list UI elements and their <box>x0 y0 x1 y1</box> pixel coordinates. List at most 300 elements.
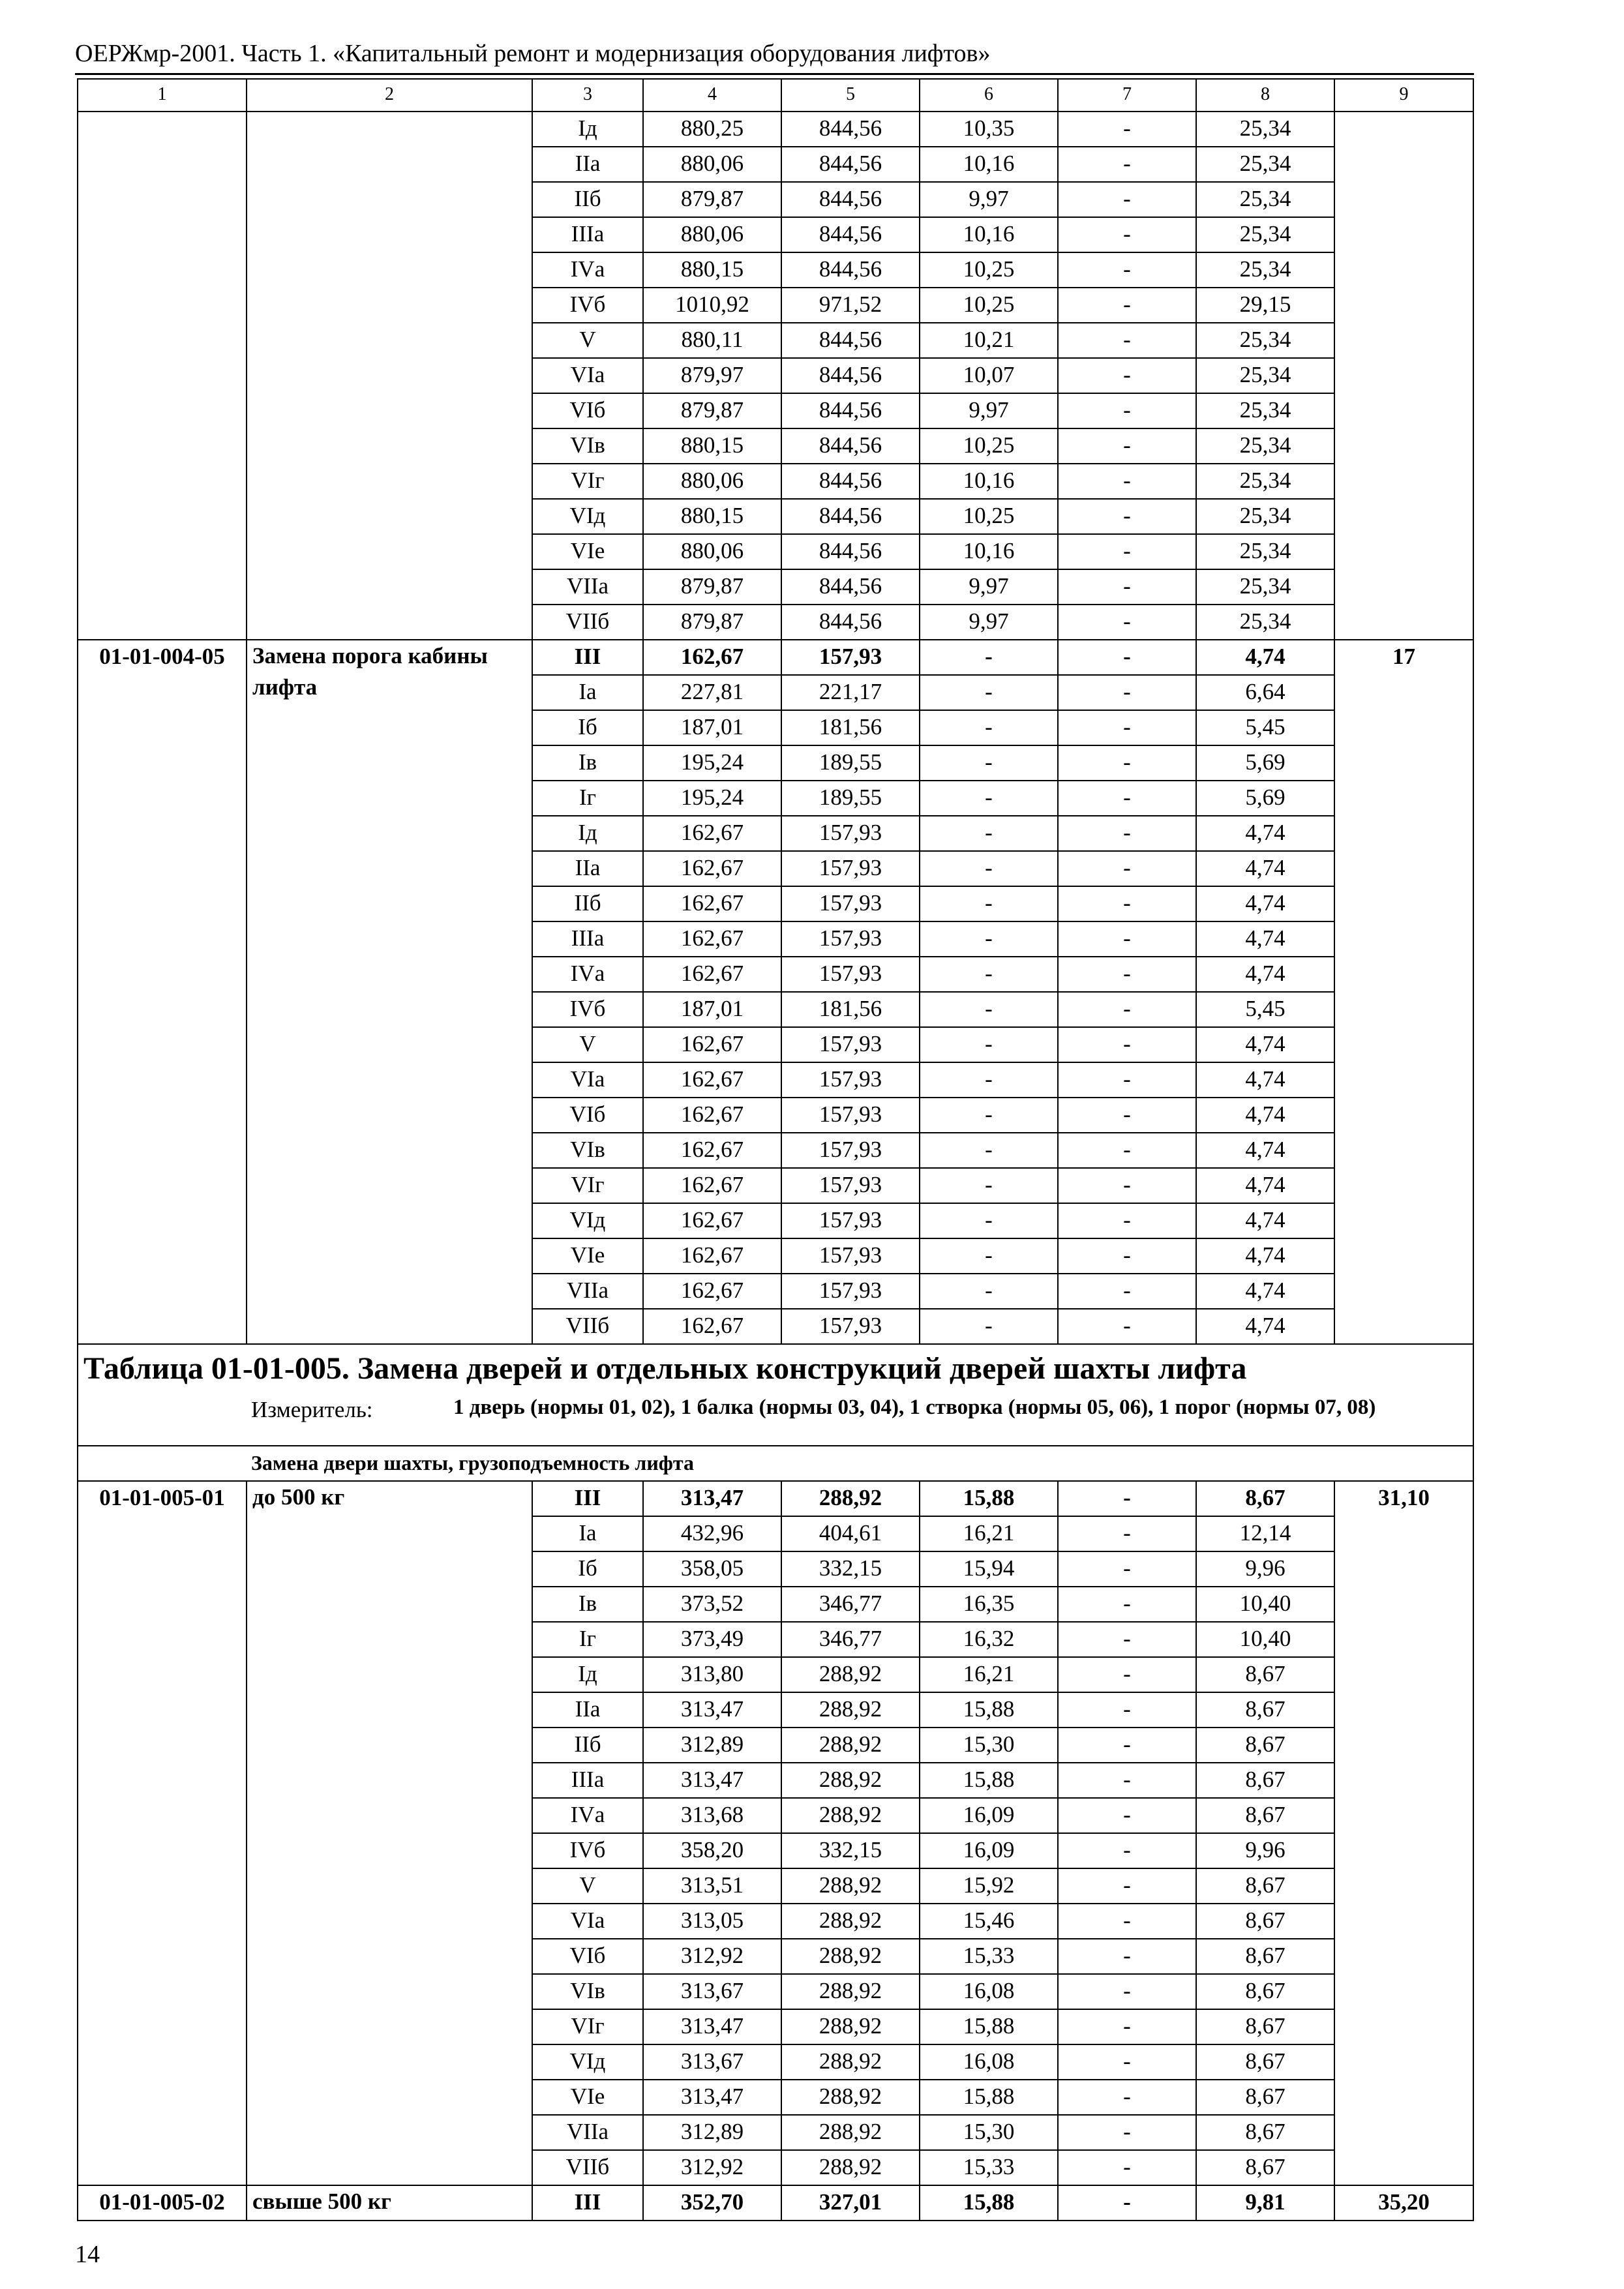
table-cell: 312,89 <box>643 1728 781 1763</box>
table-cell: 16,08 <box>920 1974 1058 2009</box>
table-cell: 10,16 <box>920 464 1058 499</box>
table-cell: - <box>1058 886 1196 921</box>
table-cell: 15,33 <box>920 2150 1058 2185</box>
table-cell: IIб <box>532 886 643 921</box>
table-cell: III <box>532 640 643 675</box>
table-cell: - <box>1058 1974 1196 2009</box>
table-cell: 844,56 <box>781 569 920 605</box>
table-cell: - <box>1058 464 1196 499</box>
table-cell: 288,92 <box>781 2150 920 2185</box>
table-cell: 288,92 <box>781 1763 920 1798</box>
table-cell: 432,96 <box>643 1516 781 1551</box>
meter-label: Измеритель: <box>251 1397 373 1422</box>
table-cell: Iв <box>532 745 643 781</box>
table-cell: V <box>532 1868 643 1904</box>
table-cell: 157,93 <box>781 1133 920 1168</box>
table-cell: 162,67 <box>643 640 781 675</box>
table-cell: 8,67 <box>1196 2080 1334 2115</box>
table-cell: VIе <box>532 1238 643 1274</box>
table-cell: 288,92 <box>781 2080 920 2115</box>
page-header: ОЕРЖмр-2001. Часть 1. «Капитальный ремонт и модернизация оборудования лифтов» <box>75 40 991 67</box>
table-cell: 25,34 <box>1196 569 1334 605</box>
table-cell: 313,47 <box>643 1692 781 1728</box>
table-cell: 15,88 <box>920 1692 1058 1728</box>
table-cell: 25,34 <box>1196 428 1334 464</box>
table-cell: - <box>1058 358 1196 393</box>
rate-name: свыше 500 кг <box>247 2185 532 2221</box>
table-cell: Iд <box>532 112 643 147</box>
table-cell: 187,01 <box>643 992 781 1027</box>
table-cell: 288,92 <box>781 1728 920 1763</box>
table-cell: - <box>1058 1904 1196 1939</box>
table-cell: 4,74 <box>1196 1309 1334 1344</box>
table-cell: IIIа <box>532 217 643 252</box>
table-cell: 879,87 <box>643 182 781 217</box>
table-cell: 358,05 <box>643 1551 781 1587</box>
table-cell: - <box>920 710 1058 745</box>
meter-value: 1 дверь (нормы 01, 02), 1 балка (нормы 03, 04), 1 створка (нормы 05, 06), 1 порог (нормы 07, 08) <box>453 1396 1376 1419</box>
table-cell: 25,34 <box>1196 464 1334 499</box>
group-heading: Замена двери шахты, грузоподъемность лифта <box>78 1446 1473 1481</box>
table-cell: - <box>1058 1692 1196 1728</box>
table-cell: 10,40 <box>1196 1622 1334 1657</box>
rates-table <box>77 78 1474 2221</box>
table-cell: 15,88 <box>920 1763 1058 1798</box>
table-cell: 844,56 <box>781 393 920 428</box>
table-cell: 157,93 <box>781 1309 920 1344</box>
table-cell: 157,93 <box>781 640 920 675</box>
table-cell: 162,67 <box>643 921 781 957</box>
column-number: 3 <box>532 79 643 112</box>
table-cell: 16,09 <box>920 1833 1058 1868</box>
table-cell: - <box>920 816 1058 851</box>
table-cell: VIг <box>532 1168 643 1203</box>
table-cell: - <box>1058 1833 1196 1868</box>
table-cell: 4,74 <box>1196 851 1334 886</box>
table-cell: VIIб <box>532 2150 643 2185</box>
table-cell: - <box>1058 1062 1196 1098</box>
table-cell: VIг <box>532 2009 643 2044</box>
table-cell: 4,74 <box>1196 640 1334 675</box>
table-cell: 9,97 <box>920 569 1058 605</box>
table-cell: 15,88 <box>920 2080 1058 2115</box>
table-cell: 25,34 <box>1196 182 1334 217</box>
table-cell: IVб <box>532 992 643 1027</box>
table-cell: - <box>1058 710 1196 745</box>
table-cell: - <box>1058 2115 1196 2150</box>
table-cell: - <box>1058 147 1196 182</box>
table-cell: VIIа <box>532 2115 643 2150</box>
table-cell: - <box>1058 393 1196 428</box>
table-cell: 8,67 <box>1196 2009 1334 2044</box>
table-cell: 4,74 <box>1196 886 1334 921</box>
table-cell: 4,74 <box>1196 1062 1334 1098</box>
table-cell: 4,74 <box>1196 921 1334 957</box>
table-cell: 844,56 <box>781 147 920 182</box>
table-cell: - <box>1058 182 1196 217</box>
table-cell: 9,97 <box>920 393 1058 428</box>
table-cell: Iа <box>532 1516 643 1551</box>
table-cell: 12,14 <box>1196 1516 1334 1551</box>
table-cell: - <box>1058 569 1196 605</box>
table-cell: 8,67 <box>1196 1974 1334 2009</box>
table-cell: Iг <box>532 781 643 816</box>
table-cell: 29,15 <box>1196 288 1334 323</box>
table-cell: - <box>920 1168 1058 1203</box>
table-row <box>78 2185 1473 2221</box>
table-cell: - <box>1058 323 1196 358</box>
table-cell: 157,93 <box>781 816 920 851</box>
table-cell: 157,93 <box>781 1238 920 1274</box>
table-cell: 373,49 <box>643 1622 781 1657</box>
table-cell: 332,15 <box>781 1551 920 1587</box>
table-cell: 10,40 <box>1196 1587 1334 1622</box>
table-cell: 16,08 <box>920 2044 1058 2080</box>
table-cell: IVа <box>532 252 643 288</box>
table-cell: 4,74 <box>1196 1133 1334 1168</box>
table-cell: 9,96 <box>1196 1833 1334 1868</box>
table-cell: 25,34 <box>1196 499 1334 534</box>
table-cell: 9,81 <box>1196 2185 1334 2221</box>
table-cell: 162,67 <box>643 1274 781 1309</box>
table-cell: - <box>920 745 1058 781</box>
column-number: 5 <box>781 79 920 112</box>
table-cell: 8,67 <box>1196 1939 1334 1974</box>
table-cell: VIIа <box>532 569 643 605</box>
table-cell: 288,92 <box>781 1481 920 1516</box>
table-cell: - <box>1058 1027 1196 1062</box>
table-cell: 288,92 <box>781 1939 920 1974</box>
table-cell: 162,67 <box>643 886 781 921</box>
table-cell: 25,34 <box>1196 323 1334 358</box>
table-cell: - <box>1058 288 1196 323</box>
table-cell: 25,34 <box>1196 393 1334 428</box>
table-cell: 9,97 <box>920 182 1058 217</box>
table-cell: - <box>1058 1238 1196 1274</box>
table-cell: 157,93 <box>781 957 920 992</box>
table-cell: 312,92 <box>643 2150 781 2185</box>
table-cell: - <box>1058 1939 1196 1974</box>
table-cell: - <box>1058 112 1196 147</box>
table-cell: VIа <box>532 358 643 393</box>
table-cell: 4,74 <box>1196 1203 1334 1238</box>
table-cell: 15,88 <box>920 2009 1058 2044</box>
table-cell: - <box>1058 745 1196 781</box>
table-cell: 288,92 <box>781 2044 920 2080</box>
meter-row <box>78 1393 1473 1446</box>
table-cell: 313,47 <box>643 2080 781 2115</box>
table-cell: 288,92 <box>781 1657 920 1692</box>
table-cell: - <box>1058 1868 1196 1904</box>
table-cell: III <box>532 2185 643 2221</box>
table-cell: 162,67 <box>643 1062 781 1098</box>
table-cell: 313,05 <box>643 1904 781 1939</box>
rate-name: до 500 кг <box>247 1481 532 2185</box>
table-cell: 25,34 <box>1196 252 1334 288</box>
table-cell: 5,45 <box>1196 992 1334 1027</box>
table-cell: - <box>1058 1728 1196 1763</box>
column-number: 2 <box>247 79 532 112</box>
table-cell: 9,96 <box>1196 1551 1334 1587</box>
table-cell: VIа <box>532 1904 643 1939</box>
table-cell: 181,56 <box>781 992 920 1027</box>
table-cell: 25,34 <box>1196 147 1334 182</box>
column-number: 7 <box>1058 79 1196 112</box>
table-cell: IIа <box>532 147 643 182</box>
table-cell: 358,20 <box>643 1833 781 1868</box>
table-cell: 162,67 <box>643 1168 781 1203</box>
table-row <box>78 112 1473 147</box>
table-cell: - <box>1058 1098 1196 1133</box>
table-cell: 181,56 <box>781 710 920 745</box>
table-cell: 313,47 <box>643 2009 781 2044</box>
column-number: 6 <box>920 79 1058 112</box>
table-cell: 373,52 <box>643 1587 781 1622</box>
table-cell: 313,67 <box>643 1974 781 2009</box>
table-cell: 10,16 <box>920 217 1058 252</box>
rate-col9: 17 <box>1334 640 1473 1344</box>
table-cell: IIа <box>532 1692 643 1728</box>
table-cell: - <box>920 781 1058 816</box>
table-cell: 8,67 <box>1196 1692 1334 1728</box>
table-cell: 288,92 <box>781 2115 920 2150</box>
rate-code: 01-01-004-05 <box>78 640 247 1344</box>
table-cell: - <box>1058 1203 1196 1238</box>
table-cell: 8,67 <box>1196 1904 1334 1939</box>
table-cell: VIд <box>532 499 643 534</box>
table-cell: 332,15 <box>781 1833 920 1868</box>
table-cell: 10,16 <box>920 147 1058 182</box>
table-row <box>78 1481 1473 1516</box>
rate-code: 01-01-005-01 <box>78 1481 247 2185</box>
table-title-row <box>78 1344 1473 1393</box>
table-cell: - <box>1058 1657 1196 1692</box>
table-cell: 4,74 <box>1196 1027 1334 1062</box>
table-cell: 313,67 <box>643 2044 781 2080</box>
table-cell: 162,67 <box>643 1203 781 1238</box>
table-cell <box>247 112 532 640</box>
table-cell: IVа <box>532 1798 643 1833</box>
table-cell: 404,61 <box>781 1516 920 1551</box>
table-cell: 352,70 <box>643 2185 781 2221</box>
table-cell: Iд <box>532 1657 643 1692</box>
table-cell: 880,11 <box>643 323 781 358</box>
table-cell: 1010,92 <box>643 288 781 323</box>
table-cell: 880,06 <box>643 147 781 182</box>
table-cell: 16,21 <box>920 1516 1058 1551</box>
table-cell: Iа <box>532 675 643 710</box>
table-cell: 162,67 <box>643 816 781 851</box>
table-cell: 5,69 <box>1196 781 1334 816</box>
table-cell: 10,16 <box>920 534 1058 569</box>
table-cell: VIв <box>532 1974 643 2009</box>
table-cell: 15,88 <box>920 2185 1058 2221</box>
column-number: 8 <box>1196 79 1334 112</box>
page-number: 14 <box>75 2241 100 2268</box>
table-cell: 880,06 <box>643 217 781 252</box>
table-cell: - <box>1058 851 1196 886</box>
table-cell: 6,64 <box>1196 675 1334 710</box>
table-cell: 844,56 <box>781 217 920 252</box>
table-cell: 844,56 <box>781 112 920 147</box>
table-cell: - <box>1058 2185 1196 2221</box>
table-cell: 4,74 <box>1196 1238 1334 1274</box>
table-cell: 4,74 <box>1196 1168 1334 1203</box>
table-cell: 4,74 <box>1196 816 1334 851</box>
table-cell: 15,92 <box>920 1868 1058 1904</box>
table-cell: - <box>920 1274 1058 1309</box>
table-cell: VIб <box>532 393 643 428</box>
table-cell: 227,81 <box>643 675 781 710</box>
table-cell: 15,94 <box>920 1551 1058 1587</box>
table-cell: 25,34 <box>1196 217 1334 252</box>
table-cell: 844,56 <box>781 534 920 569</box>
table-cell: 157,93 <box>781 1098 920 1133</box>
table-cell: 162,67 <box>643 1098 781 1133</box>
table-cell: Iв <box>532 1587 643 1622</box>
table-cell: 195,24 <box>643 781 781 816</box>
table-cell: IIб <box>532 182 643 217</box>
table-cell: 162,67 <box>643 851 781 886</box>
table-cell: 8,67 <box>1196 1481 1334 1516</box>
table-cell: 162,67 <box>643 1309 781 1344</box>
table-cell: 157,93 <box>781 1168 920 1203</box>
table-cell: VIб <box>532 1939 643 1974</box>
table-cell: - <box>1058 1551 1196 1587</box>
table-cell: 189,55 <box>781 781 920 816</box>
table-cell: VIд <box>532 1203 643 1238</box>
table-cell: 8,67 <box>1196 2044 1334 2080</box>
table-cell: - <box>920 675 1058 710</box>
table-cell: 15,33 <box>920 1939 1058 1974</box>
table-cell: - <box>1058 640 1196 675</box>
table-cell: 4,74 <box>1196 1098 1334 1133</box>
table-cell: 313,47 <box>643 1481 781 1516</box>
table-cell: 157,93 <box>781 1027 920 1062</box>
table-cell: V <box>532 323 643 358</box>
rate-col9: 35,20 <box>1334 2185 1473 2221</box>
table-cell: - <box>920 1062 1058 1098</box>
meter-wrap <box>78 1393 1473 1424</box>
table-cell: 971,52 <box>781 288 920 323</box>
rate-code: 01-01-005-02 <box>78 2185 247 2221</box>
table-cell: 313,51 <box>643 1868 781 1904</box>
table-cell: 844,56 <box>781 464 920 499</box>
table-cell: 8,67 <box>1196 1868 1334 1904</box>
table-cell: 8,67 <box>1196 1657 1334 1692</box>
table-cell: 157,93 <box>781 1062 920 1098</box>
table-cell: 844,56 <box>781 428 920 464</box>
table-cell: IVб <box>532 1833 643 1868</box>
table-cell: - <box>1058 1133 1196 1168</box>
table-cell: VIIб <box>532 605 643 640</box>
table-cell: 162,67 <box>643 957 781 992</box>
table-cell: 10,35 <box>920 112 1058 147</box>
table-title: Таблица 01-01-005. Замена дверей и отдельных конструкций дверей шахты лифта <box>78 1344 1473 1393</box>
column-number: 1 <box>78 79 247 112</box>
table-cell: - <box>1058 1763 1196 1798</box>
table-cell: 8,67 <box>1196 2115 1334 2150</box>
table-cell: Iб <box>532 1551 643 1587</box>
table-cell: 844,56 <box>781 182 920 217</box>
table-cell: - <box>1058 1274 1196 1309</box>
table-cell: IIIа <box>532 921 643 957</box>
table-cell: VIIа <box>532 1274 643 1309</box>
table-cell: - <box>1058 2009 1196 2044</box>
table-cell: VIв <box>532 428 643 464</box>
table-cell: 16,09 <box>920 1798 1058 1833</box>
table-cell: - <box>920 992 1058 1027</box>
table-cell: VIа <box>532 1062 643 1098</box>
table-cell: 880,25 <box>643 112 781 147</box>
table-cell: VIIб <box>532 1309 643 1344</box>
table-cell: 312,92 <box>643 1939 781 1974</box>
table-cell: - <box>1058 428 1196 464</box>
table-cell <box>1334 112 1473 640</box>
table-cell: 879,87 <box>643 605 781 640</box>
table-cell: - <box>920 1203 1058 1238</box>
rate-col9: 31,10 <box>1334 1481 1473 2185</box>
table-cell: IVб <box>532 288 643 323</box>
table-cell: - <box>920 921 1058 957</box>
table-cell: 844,56 <box>781 358 920 393</box>
table-cell: 4,74 <box>1196 1274 1334 1309</box>
header-rule <box>75 73 1474 75</box>
table-cell: 288,92 <box>781 2009 920 2044</box>
table-cell: - <box>920 851 1058 886</box>
table-cell: IIIа <box>532 1763 643 1798</box>
table-cell: 313,80 <box>643 1657 781 1692</box>
table-cell: 346,77 <box>781 1622 920 1657</box>
table-cell: - <box>1058 781 1196 816</box>
table-cell: III <box>532 1481 643 1516</box>
table-cell: IIб <box>532 1728 643 1763</box>
table-cell: 25,34 <box>1196 112 1334 147</box>
table-cell: 9,97 <box>920 605 1058 640</box>
table-cell: - <box>1058 992 1196 1027</box>
table-cell: VIе <box>532 534 643 569</box>
table-cell: 8,67 <box>1196 1763 1334 1798</box>
table-cell: - <box>1058 1481 1196 1516</box>
table-cell: 10,25 <box>920 428 1058 464</box>
table-cell: Iб <box>532 710 643 745</box>
table-cell: 8,67 <box>1196 2150 1334 2185</box>
table-cell: - <box>1058 534 1196 569</box>
table-cell: 879,87 <box>643 569 781 605</box>
table-cell: VIе <box>532 2080 643 2115</box>
table-cell: - <box>920 1098 1058 1133</box>
table-cell: 157,93 <box>781 1203 920 1238</box>
table-cell: - <box>1058 2080 1196 2115</box>
table-cell: 880,06 <box>643 534 781 569</box>
table-cell: 312,89 <box>643 2115 781 2150</box>
table-cell: 25,34 <box>1196 358 1334 393</box>
table-cell: 25,34 <box>1196 534 1334 569</box>
table-cell: 288,92 <box>781 1798 920 1833</box>
table-cell: 880,06 <box>643 464 781 499</box>
table-cell: - <box>1058 2044 1196 2080</box>
table-cell: 879,87 <box>643 393 781 428</box>
table-cell: 195,24 <box>643 745 781 781</box>
table-cell: - <box>1058 921 1196 957</box>
table-cell: - <box>1058 816 1196 851</box>
table-cell: V <box>532 1027 643 1062</box>
table-cell: - <box>1058 2150 1196 2185</box>
table-cell: - <box>1058 1798 1196 1833</box>
table-cell: - <box>1058 252 1196 288</box>
table-cell: 346,77 <box>781 1587 920 1622</box>
table-cell: - <box>1058 217 1196 252</box>
